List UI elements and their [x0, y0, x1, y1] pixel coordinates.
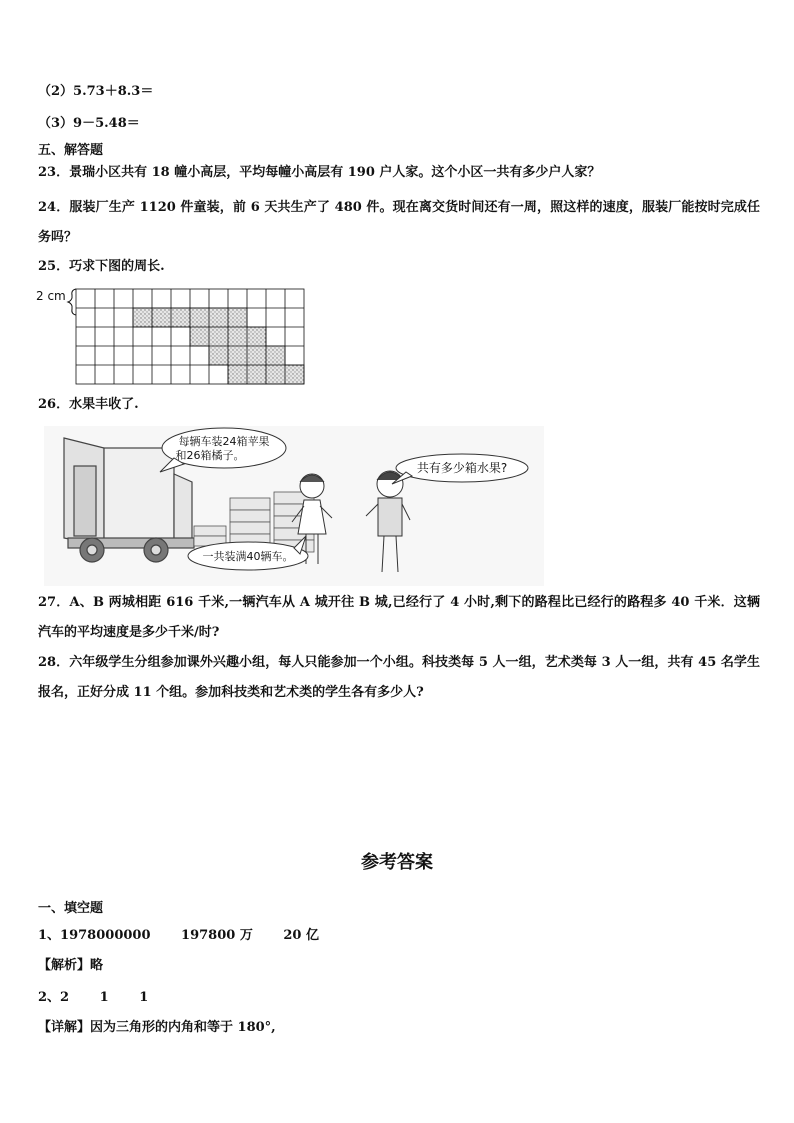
answer-1-value-1: 1、1978000000 — [38, 928, 151, 943]
question-26: 26．水果丰收了. — [38, 397, 139, 412]
fruit-harvest-illustration — [44, 426, 544, 586]
answers-title: 参考答案 — [361, 852, 433, 873]
answer-1-value-2: 197800 万 — [181, 928, 253, 943]
answer-2-value-2: 1 — [99, 990, 109, 1005]
answer-1-analysis: 【解析】略 — [38, 958, 104, 973]
bubble-1-line-2: 和26箱橘子。 — [175, 449, 245, 462]
question-24: 24．服装厂生产 1120 件童装，前 6 天共生产了 480 件。现在离交货时间还有一周，照这样的速度，服装厂能按时完成任务吗？ — [38, 200, 760, 245]
answer-2-value-3: 1 — [139, 990, 149, 1005]
question-23: 23．景瑞小区共有 18 幢小高层，平均每幢小高层有 190 户人家。这个小区一共有多少户人家？ — [38, 165, 601, 180]
answers-section-heading: 一、填空题 — [38, 901, 104, 916]
bubble-1-line-1: 每辆车装24箱苹果 — [178, 435, 270, 448]
question-28: 28．六年级学生分组参加课外兴趣小组，每人只能参加一个小组。科技类每 5 人一组，艺术类每 3 人一组，共有 45 名学生报名，正好分成 11 个组。参加科技类和艺术类的学生各有多少人? — [38, 655, 760, 700]
question-25: 25．巧求下图的周长. — [38, 259, 165, 274]
calc-q3: （3）9－5.48＝ — [38, 116, 140, 131]
calc-q2: （2）5.73＋8.3＝ — [38, 84, 154, 99]
bubble-3-text: 一共装满40辆车。 — [202, 550, 294, 563]
answer-1-value-3: 20 亿 — [283, 928, 319, 943]
perimeter-figure — [36, 286, 316, 390]
section-heading: 五、解答题 — [38, 143, 104, 158]
answer-2-detail: 【详解】因为三角形的内角和等于 180°, — [38, 1020, 276, 1035]
answer-1 — [38, 928, 319, 944]
answer-2-value-1: 2、2 — [38, 990, 70, 1005]
answer-2 — [38, 990, 148, 1006]
grid-unit-label: 2 cm — [36, 289, 66, 303]
bubble-2-text: 共有多少箱水果? — [416, 461, 508, 475]
grid-brace — [68, 289, 76, 315]
question-27: 27．A、B 两城相距 616 千米,一辆汽车从 A 城开往 B 城,已经行了 4 小时,剩下的路程比已经行的路程多 40 千米．这辆汽车的平均速度是多少千米/时? — [38, 595, 760, 640]
